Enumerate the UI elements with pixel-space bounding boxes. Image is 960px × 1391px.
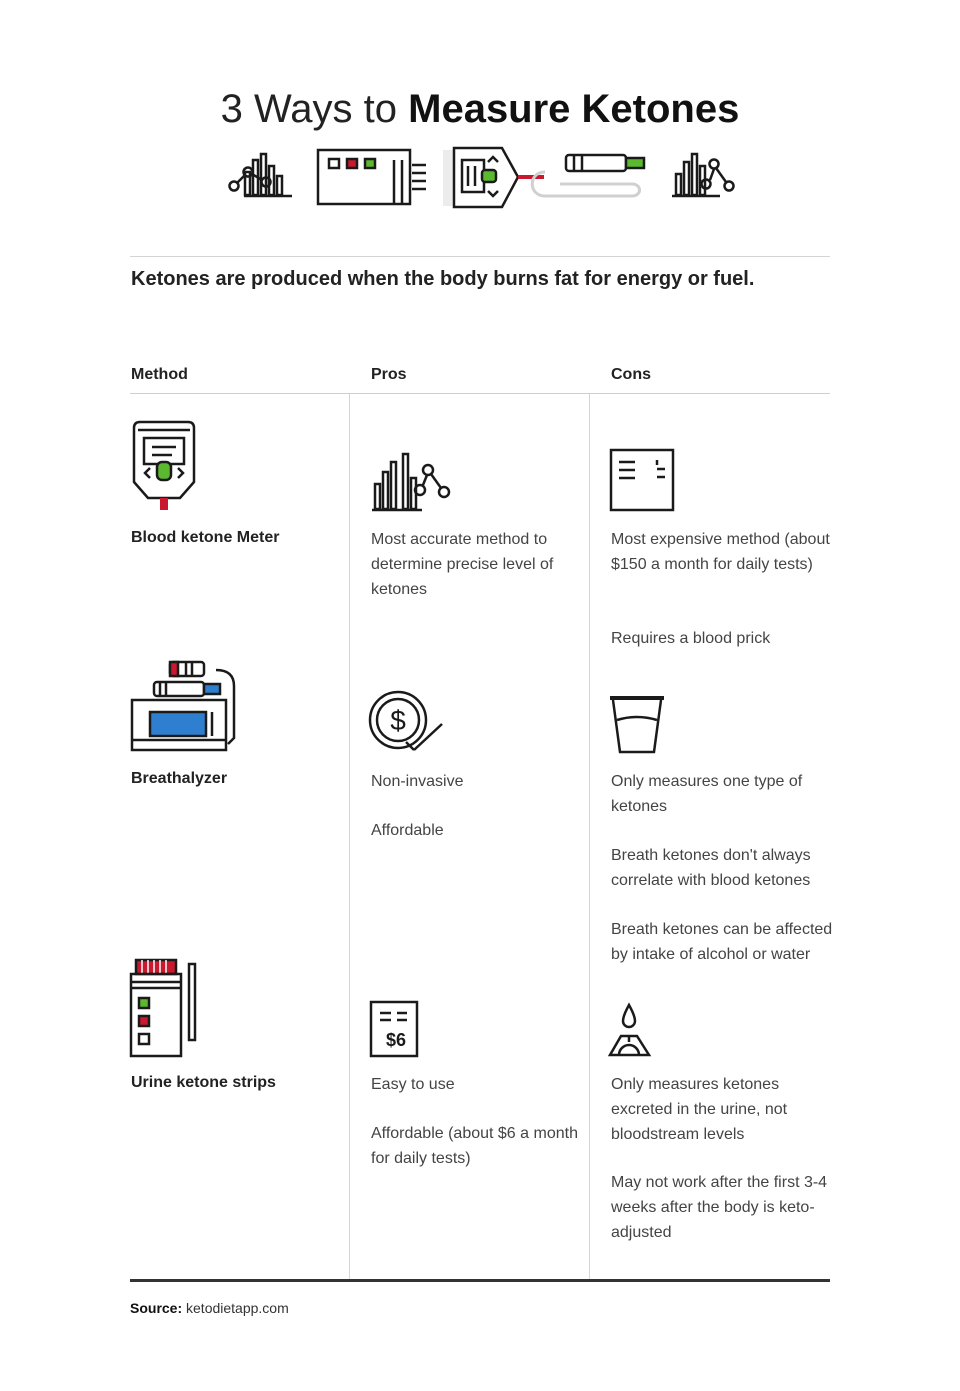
source-credit [130,1300,289,1316]
cons-urine-1: Only measures ketones excreted in the urine, not bloodstream levels [611,1076,788,1143]
blood-meter-side-icon [443,148,544,207]
divider-header [130,393,830,394]
cons-blood-meter-1: Most expensive method (about $150 a month for daily tests) [611,531,830,573]
urine-strips-icon [128,958,202,1060]
subtitle: Ketones are produced when the body burns fat for energy or fuel. [131,268,755,290]
divider-top [130,256,830,257]
cons-breathalyzer-2: Breath ketones don't always correlate with blood ketones [611,847,811,889]
source-label: Source: [130,1300,183,1316]
method-breathalyzer: Breathalyzer [131,770,228,787]
column-divider-1 [349,394,350,1280]
dollar-coin-check-icon [368,690,448,754]
water-cup-icon [608,694,668,756]
divider-bottom [130,1279,830,1282]
urine-strip-box-icon [318,150,426,204]
price-tag-text: $6 [385,1030,407,1050]
price-list-icon [609,448,677,512]
bar-chart-molecule-icon [370,450,454,512]
pros-urine-1: Easy to use [371,1076,455,1093]
blood-meter-icon [128,420,200,514]
dollar-sign: $ [390,705,406,736]
breathalyzer-icon [128,660,240,754]
cons-blood-meter-2: Requires a blood prick [611,630,771,647]
method-blood-ketone-meter: Blood ketone Meter [131,529,280,546]
page-title-bold: Measure Ketones [408,87,740,131]
source-value: ketodietapp.com [186,1300,289,1316]
method-urine-ketone-strips: Urine ketone strips [131,1074,276,1091]
cons-breathalyzer-3: Breath ketones can be affected by intake of alcohol or water [611,921,833,963]
cons-urine-2: May not work after the first 3-4 weeks after the body is keto-adjusted [611,1174,828,1241]
pros-blood-meter-1: Most accurate method to determine precise level of ketones [371,531,554,598]
bar-chart-molecule-icon-right [672,154,734,196]
cons-breathalyzer-1: Only measures one type of ketones [611,773,803,815]
page-title-light: 3 Ways to [220,87,397,131]
bar-chart-molecule-icon [230,154,293,196]
column-header-cons: Cons [611,366,651,383]
breathalyzer-side-icon [532,155,644,196]
urine-drop-icon [607,1002,653,1058]
column-header-method: Method [131,366,188,383]
pros-urine-2: Affordable (about $6 a month for daily tests) [371,1125,578,1167]
pros-breathalyzer-1: Non-invasive [371,773,464,790]
column-header-pros: Pros [371,366,407,383]
page-title [0,84,960,134]
price-tag-icon [369,1000,419,1058]
pros-breathalyzer-2: Affordable [371,822,444,839]
hero-illustration [0,140,960,220]
